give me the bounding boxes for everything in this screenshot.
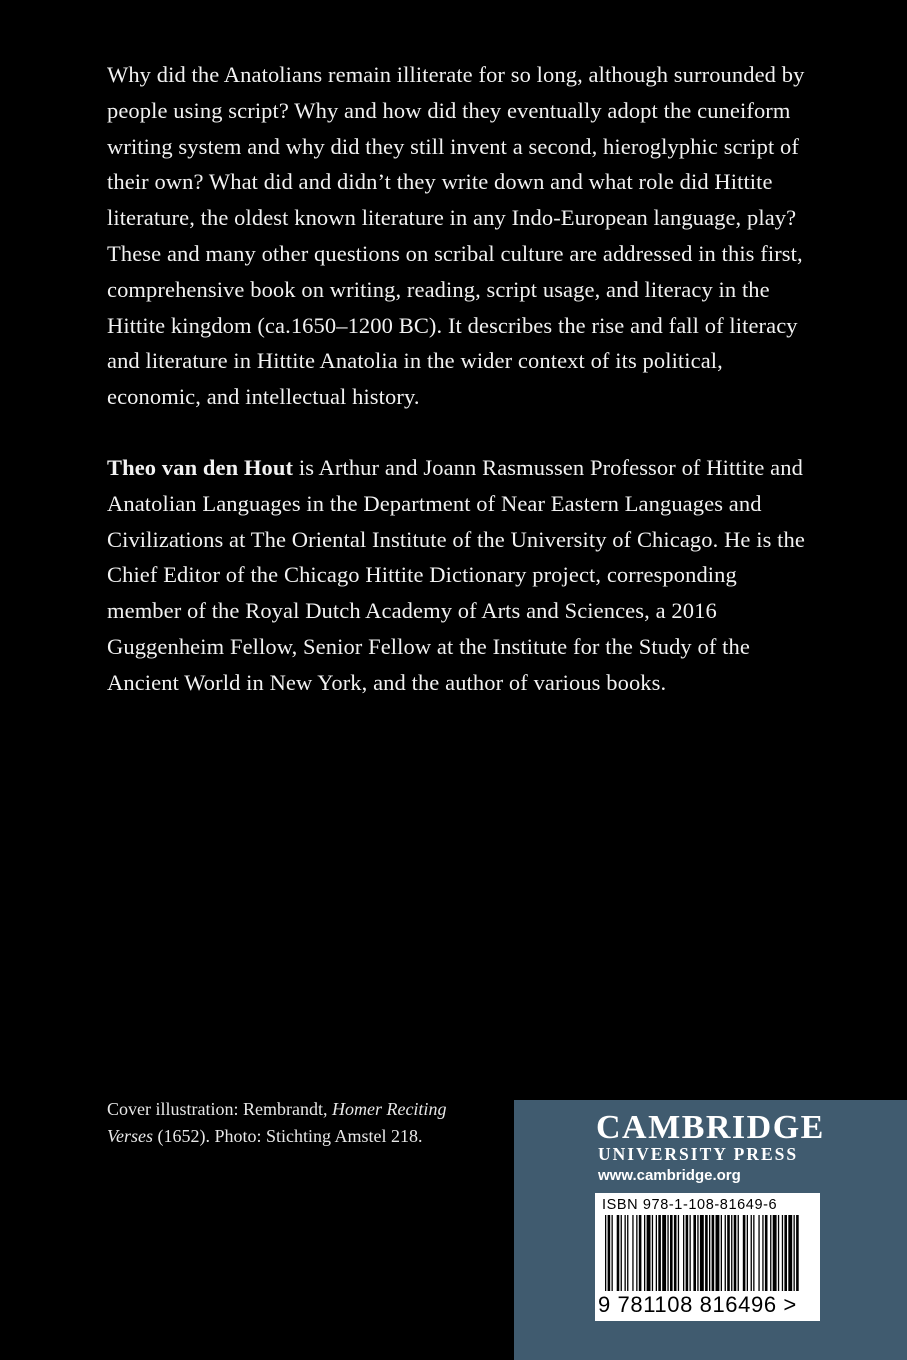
barcode-bar: [788, 1215, 792, 1291]
barcode-bar: [743, 1215, 746, 1291]
barcode-bar: [796, 1215, 799, 1291]
barcode-digits: 9 781108 816496 >: [598, 1292, 797, 1317]
barcode-bar: [617, 1215, 620, 1291]
barcode-bar: [758, 1215, 759, 1291]
barcode-icon: [603, 1215, 803, 1293]
barcode-bar: [647, 1215, 651, 1291]
barcode-bar: [670, 1215, 673, 1291]
barcode-bar: [705, 1215, 708, 1291]
barcode-bar: [697, 1215, 698, 1291]
barcode-bar: [612, 1215, 613, 1291]
publisher-name: CAMBRIDGE: [596, 1109, 825, 1146]
barcode-bar: [753, 1215, 754, 1291]
barcode-bar: [686, 1215, 689, 1291]
barcode-bar: [731, 1215, 732, 1291]
publisher-subname: UNIVERSITY PRESS: [598, 1144, 799, 1164]
barcode-bar: [751, 1215, 752, 1291]
barcode-bar: [639, 1215, 642, 1291]
barcode-bar: [644, 1215, 645, 1291]
barcode-bar: [621, 1215, 622, 1291]
barcode-bar: [658, 1215, 661, 1291]
barcode-bar: [700, 1215, 704, 1291]
barcode-bar: [778, 1215, 779, 1291]
barcode-bar: [794, 1215, 795, 1291]
barcode-bar: [667, 1215, 668, 1291]
barcode-bar: [608, 1215, 611, 1291]
barcode-bar: [636, 1215, 637, 1291]
barcode-bar: [721, 1215, 722, 1291]
author-bio: [107, 450, 807, 701]
barcode-bar: [693, 1215, 696, 1291]
barcode-bar: [627, 1215, 628, 1291]
barcode-bar: [725, 1215, 726, 1291]
credit-prefix: Cover illustration: Rembrandt,: [107, 1099, 332, 1119]
isbn-label: ISBN 978-1-108-81649-6: [602, 1197, 778, 1213]
barcode-bar: [632, 1215, 633, 1291]
author-name: Theo van den Hout: [107, 455, 294, 480]
barcode-bar: [747, 1215, 748, 1291]
barcode-bar: [662, 1215, 666, 1291]
barcode-bar: [784, 1215, 787, 1291]
artwork-title: Homer Reciting Verses: [107, 1099, 447, 1146]
barcode-bar: [683, 1215, 684, 1291]
barcode-bar: [656, 1215, 657, 1291]
barcode-bar: [773, 1215, 777, 1291]
back-cover-blurb: Why did the Anatolians remain illiterate for so long, although surrounded by people using script? Why and how did they eventually adopt the cuneiform writing system and why did they still invent a second, hieroglyphic script of their own? What did and didn’t they write down and what role did Hittite literature, the oldest known literature in any Indo-European language, play? These and many other questions on scribal culture are addressed in this first, comprehensive book on writing, reading, script usage, and literacy in the Hittite kingdom (ca.1650–1200 BC). It describes the rise and fall of literacy and literature in Hittite Anatolia in the wider context of its political, economic, and intellectual history.: [107, 62, 805, 410]
barcode-card: [595, 1193, 820, 1321]
barcode-bar: [625, 1215, 626, 1291]
author-bio-text: is Arthur and Joann Rasmussen Professor of Hittite and Anatolian Languages in the Department of Near Eastern Languages and Civilizations at The Oriental Institute of the University of Chicago. He is the Chief Editor of the Chicago Hittite Dictionary project, corresponding member of the Royal Dutch Academy of Arts and Sciences, a 2016 Guggenheim Fellow, Senior Fellow at the Institute for the Study of the Ancient World in New York, and the author of various books.: [107, 455, 805, 695]
barcode-bar: [762, 1215, 763, 1291]
barcode-bar: [770, 1215, 771, 1291]
barcode-bar: [674, 1215, 677, 1291]
barcode-bar: [690, 1215, 691, 1291]
credit-suffix: (1652). Photo: Stichting Amstel 218.: [153, 1126, 423, 1146]
barcode-bar: [605, 1215, 606, 1291]
barcode-bar: [738, 1215, 739, 1291]
barcode-bar: [678, 1215, 679, 1291]
barcode-bar: [765, 1215, 768, 1291]
publisher-url: www.cambridge.org: [598, 1167, 741, 1184]
barcode-bar: [734, 1215, 737, 1291]
barcode-bar: [782, 1215, 783, 1291]
barcode-bar: [652, 1215, 653, 1291]
barcode-bar: [716, 1215, 720, 1291]
barcode-bar: [727, 1215, 730, 1291]
barcode-bar: [709, 1215, 710, 1291]
barcode-bar: [712, 1215, 715, 1291]
publisher-panel: [514, 1100, 907, 1360]
cover-illustration-credit: [107, 1096, 492, 1150]
